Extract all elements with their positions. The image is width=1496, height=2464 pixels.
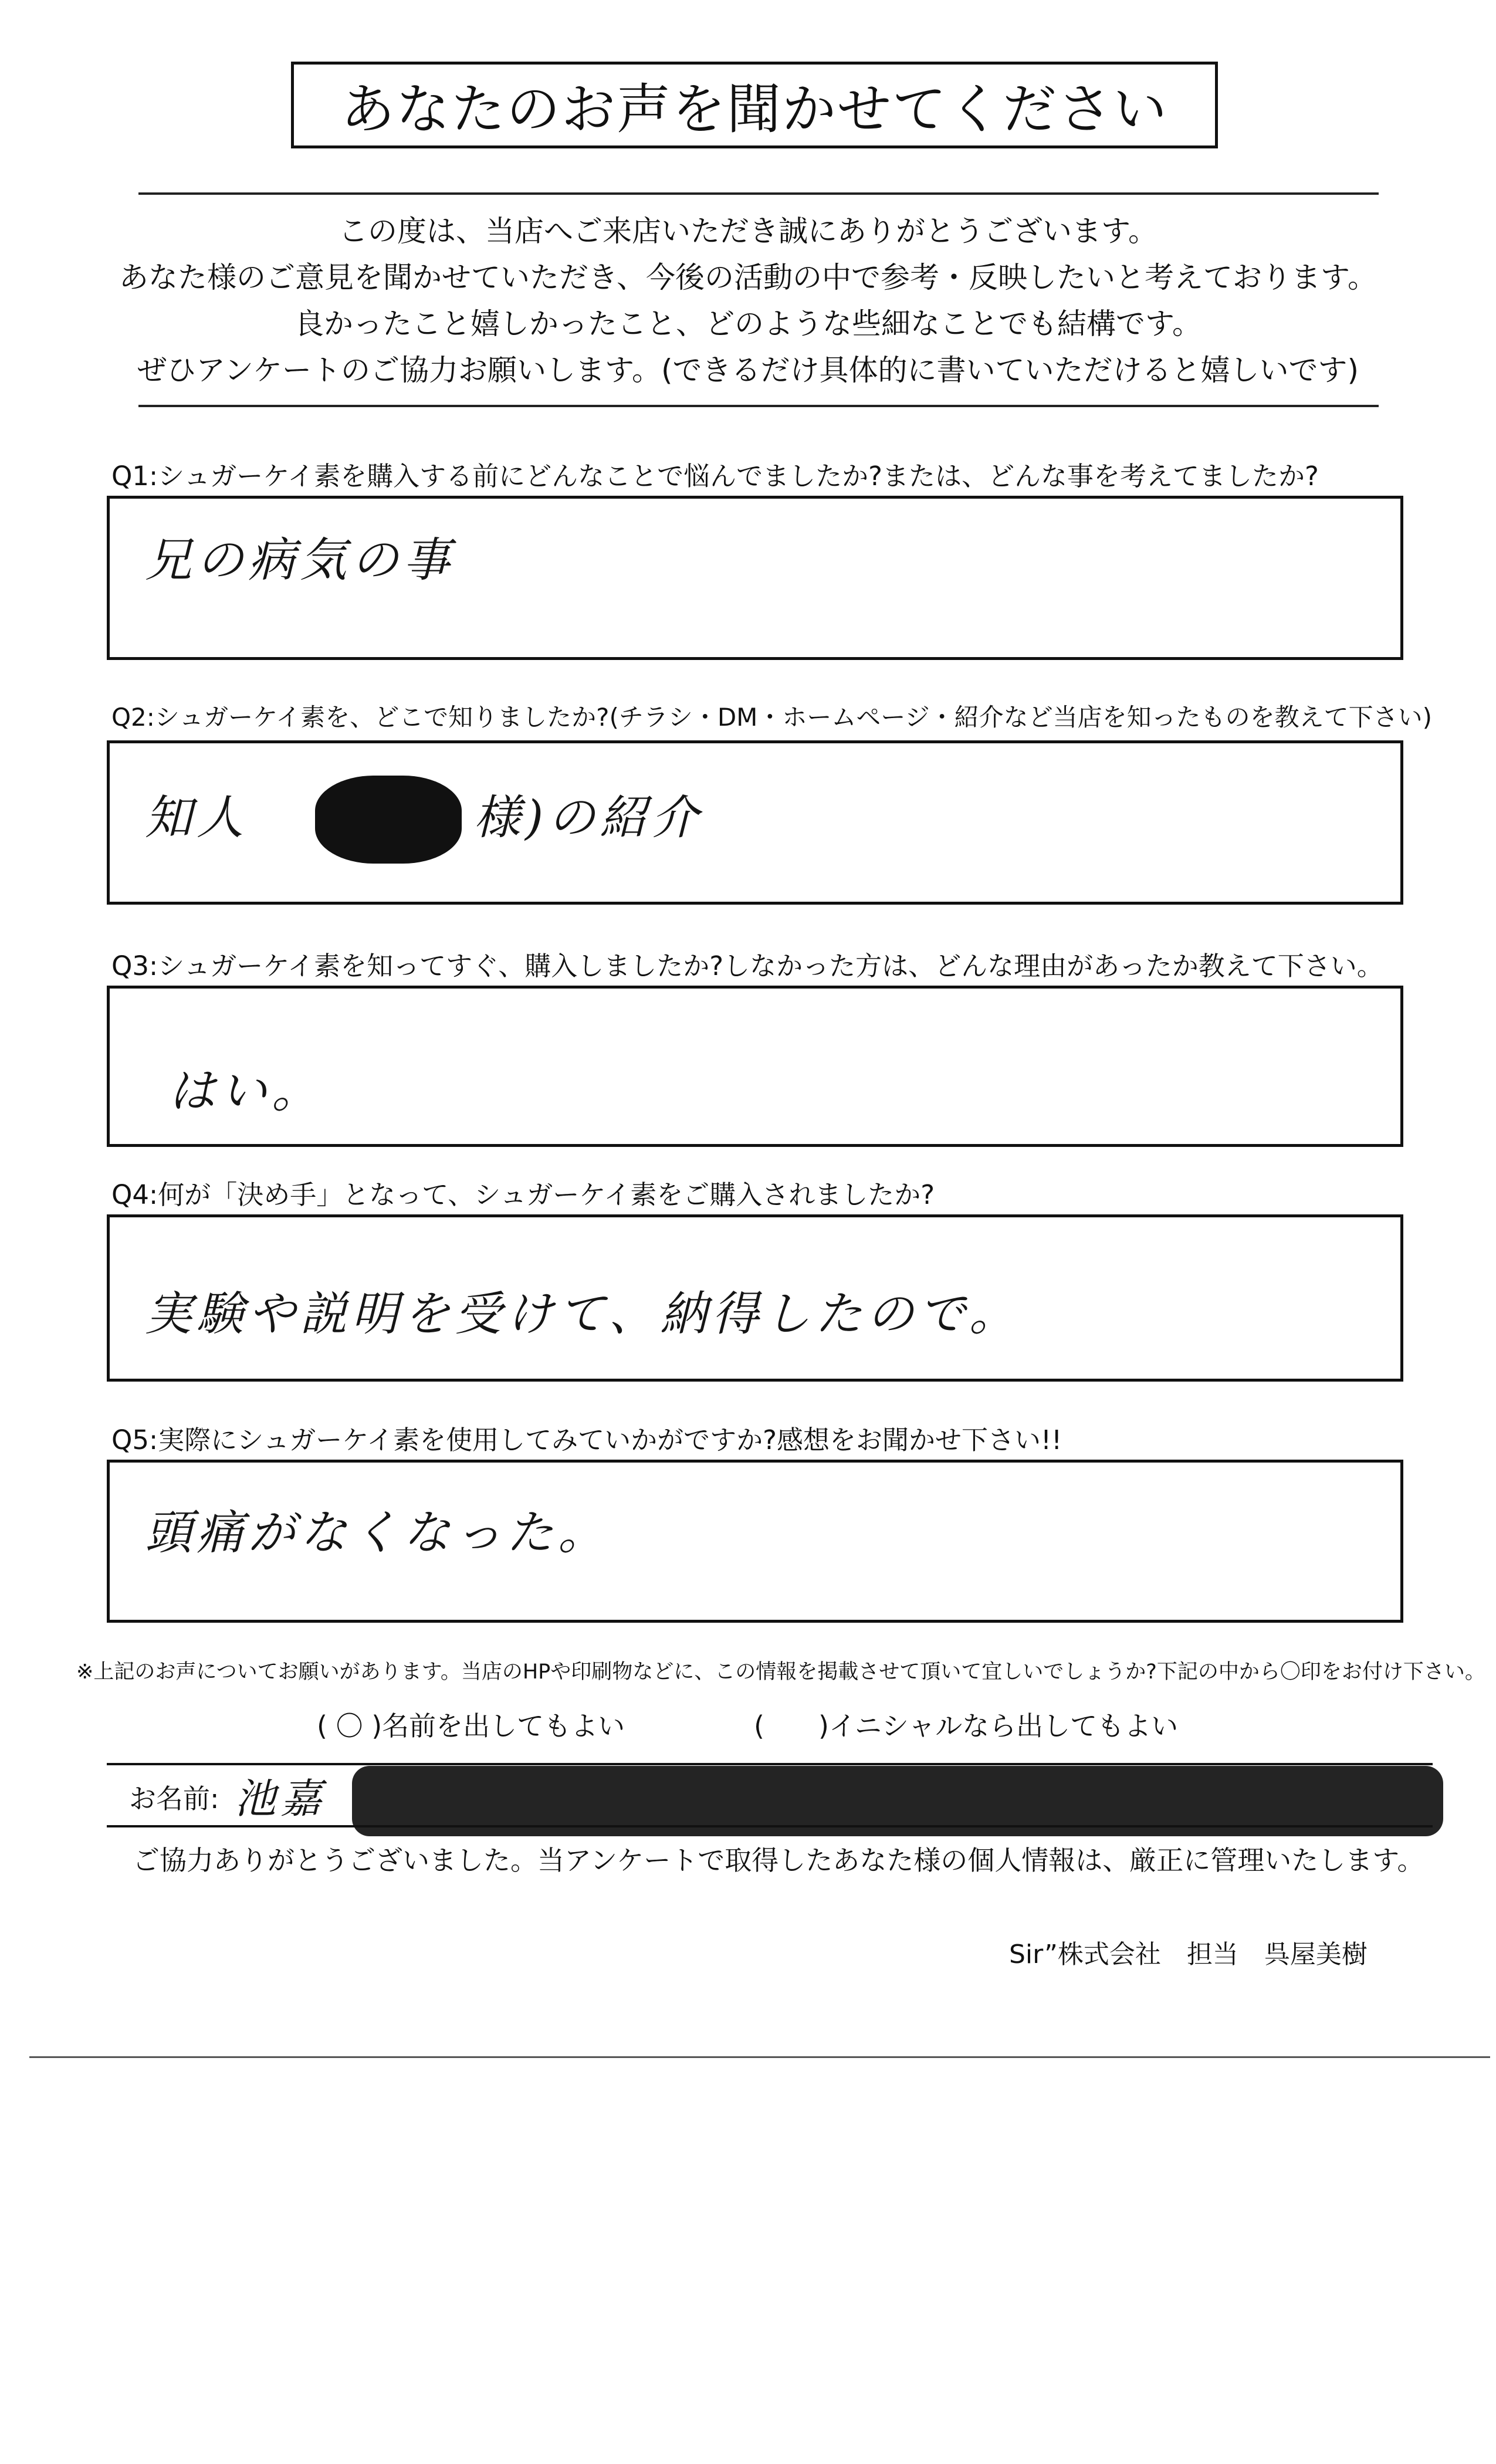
answer-2-prefix: 知人 [145, 790, 248, 845]
answer-box-5[interactable] [107, 1460, 1403, 1623]
intro-line: ぜひアンケートのご協力お願いします。(できるだけ具体的に書いていただけると嬉しいです) [137, 353, 1359, 387]
privacy-thanks: ご協力ありがとうございました。当アンケートで取得したあなた様の個人情報は、厳正に管理いたします。 [133, 1844, 1424, 1876]
intro-line: 良かったこと嬉しかったこと、どのような些細なことでも結構です。 [295, 307, 1201, 341]
name-label: お名前: [129, 1783, 219, 1815]
answer-box-4[interactable] [107, 1214, 1403, 1382]
redacted-name-mark [315, 776, 462, 864]
answer-box-1[interactable] [107, 496, 1403, 660]
staff-footer: Sir”株式会社 担当 呉屋美樹 [1009, 1940, 1368, 1969]
option-name-ok[interactable]: ( 〇 )名前を出してもよい [317, 1710, 625, 1742]
intro-divider [138, 405, 1379, 407]
answer-1-text: 兄の病気の事 [145, 533, 455, 587]
answer-3-text: はい。 [168, 1064, 323, 1118]
answer-box-3[interactable] [107, 986, 1403, 1147]
cut-line [29, 2056, 1490, 2058]
top-divider [138, 192, 1379, 195]
intro-line: この度は、当店へご来店いただき誠にありがとうございます。 [339, 214, 1157, 248]
option-initial-ok[interactable]: ( )イニシャルなら出してもよい [754, 1710, 1179, 1742]
redacted-name-mark [352, 1766, 1443, 1836]
survey-title: あなたのお声を聞かせてください [291, 62, 1218, 148]
question-5: Q5:実際にシュガーケイ素を使用してみていかがですか?感想をお聞かせ下さい!! [111, 1424, 1062, 1456]
question-3: Q3:シュガーケイ素を知ってすぐ、購入しましたか?しなかった方は、どんな理由があったか教えて下さい。 [111, 950, 1383, 981]
intro-text [0, 208, 1496, 394]
intro-line: あなた様のご意見を聞かせていただき、今後の活動の中で参考・反映したいと考えております。 [119, 260, 1377, 295]
consent-note: ※上記のお声についてお願いがあります。当店のHPや印刷物などに、この情報を掲載させて頂いて宜しいでしょうか?下記の中から〇印をお付け下さい。 [76, 1660, 1485, 1684]
name-value: 池嘉 [235, 1775, 326, 1823]
question-2: Q2:シュガーケイ素を、どこで知りましたか?(チラシ・DM・ホームページ・紹介など当店を知ったものを教えて下さい) [111, 703, 1432, 732]
question-4: Q4:何が「決め手」となって、シュガーケイ素をご購入されましたか? [111, 1179, 935, 1210]
answer-5-text: 頭痛がなくなった。 [145, 1505, 610, 1560]
answer-2-suffix: 様)の紹介 [473, 790, 703, 845]
answer-4-text: 実験や説明を受けて、納得したので。 [145, 1287, 1021, 1341]
question-1: Q1:シュガーケイ素を購入する前にどんなことで悩んでましたか?または、どんな事を考えてましたか? [111, 461, 1319, 492]
answer-box-2[interactable] [107, 740, 1403, 905]
